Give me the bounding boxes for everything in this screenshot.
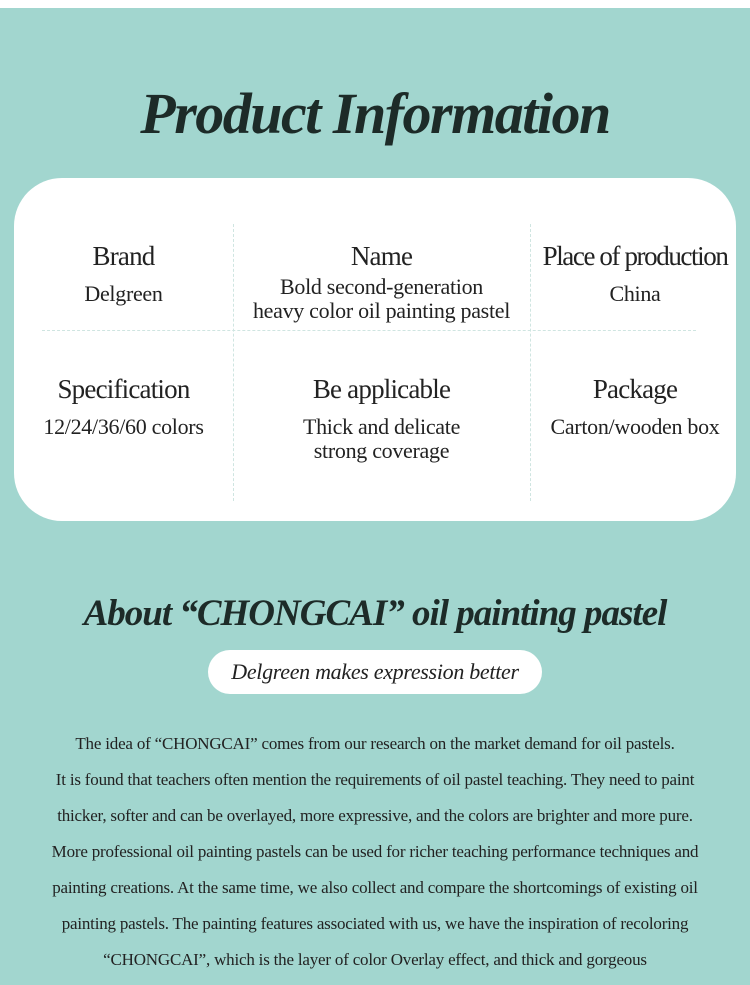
info-value: Delgreen [84,281,163,306]
info-cell-brand [14,240,233,306]
row-divider [42,330,696,331]
info-label: Be applicable [312,374,451,404]
about-paragraph [14,726,736,978]
info-label: Package [592,374,678,404]
info-value: Carton/wooden box [550,414,720,439]
info-cell-place [530,240,740,306]
top-white-strip [0,0,750,8]
product-info-card [14,178,736,521]
paragraph-line: The idea of “CHONGCAI” comes from our research on the market demand for oil pastels. [75,734,675,753]
info-cell-specification [14,373,233,439]
tagline-pill: Delgreen makes expression better [208,650,542,694]
info-cell-package [530,373,740,439]
info-cell-applicable [233,373,530,463]
info-value: 12/24/36/60 colors [43,414,204,439]
paragraph-line: painting pastels. The painting features associated with us, we have the inspiration of recoloring [61,914,689,933]
info-label: Specification [57,374,190,404]
page-title: Product Information [140,81,610,146]
info-label: Brand [92,241,155,271]
about-heading: About “CHONGCAI” oil painting pastel [83,593,667,634]
info-label: Name [350,241,413,271]
info-value: Thick and delicate strong coverage [302,414,461,463]
paragraph-line: “CHONGCAI”, which is the layer of color Overlay effect, and thick and gorgeous [103,950,647,969]
info-value: Bold second-generation heavy color oil painting pastel [252,274,511,323]
paragraph-line: It is found that teachers often mention the requirements of oil pastel teaching. They need to paint [55,770,695,789]
paragraph-line: painting creations. At the same time, we also collect and compare the shortcomings of existing oil [52,878,698,897]
info-cell-name [233,240,530,323]
paragraph-line: More professional oil painting pastels can be used for richer teaching performance techniques and [51,842,699,861]
info-value: China [609,281,661,306]
info-label: Place of production [542,241,728,271]
paragraph-line: thicker, softer and can be overlayed, more expressive, and the colors are brighter and more pure. [57,806,693,825]
